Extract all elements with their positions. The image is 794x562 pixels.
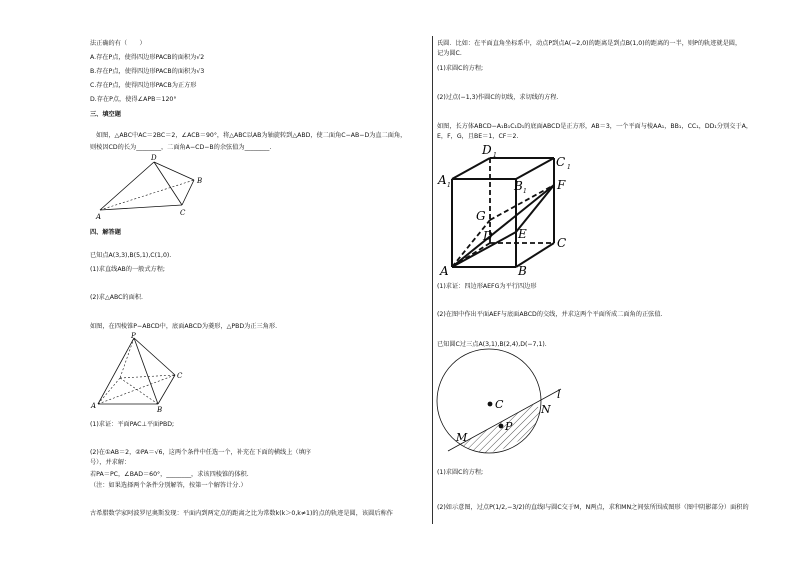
question-intro: 法正确的有（ ） <box>90 40 146 47</box>
figure-pyramid <box>90 332 190 414</box>
label-p: P <box>505 420 513 433</box>
label-a1-sub: 1 <box>447 182 451 189</box>
q5-part1: (1)求圆C的方程; <box>437 469 484 476</box>
q5-intro: 已知圆C过三点A(3,1),B(2,4),D(−7,1). <box>437 341 547 348</box>
q2-part2-line1: (2)在①AB＝2，②PA＝√6，这两个条件中任选一个，补充在下面的横线上（填序 <box>90 449 311 456</box>
label-c: C <box>495 398 504 411</box>
figure-triangle-abd <box>90 150 220 225</box>
q3-continued-line2: 记为圆C. <box>437 50 462 57</box>
column-divider <box>432 36 433 524</box>
label-p: P <box>131 332 136 340</box>
label-c: C <box>177 372 183 380</box>
q4-line1: 如图，长方体ABCD−A₁B₁C₁D₁的底面ABCD是正方形，AB＝3，一个平面与棱AA₁，BB₁，CC₁，DD₁分别交于A， <box>437 123 753 130</box>
label-d: D <box>151 154 157 162</box>
label-b: B <box>157 406 163 414</box>
label-b: B <box>518 264 527 278</box>
q3-continued-line1: 氏圆．比如：在平面直角坐标系中，动点P到点A(−2,0)的距离是到点B(1,0)的距离的一半，则P的轨迹就是圆， <box>437 40 742 47</box>
label-a: A <box>96 213 102 221</box>
q4-part1: (1)求证：四边形AEFG为平行四边形 <box>437 283 537 290</box>
label-c: C <box>557 236 567 250</box>
fill-question-line2: 则棱因CD的长为________，二面角A−CD−B的余弦值为________. <box>90 144 272 151</box>
label-e: E <box>518 227 527 241</box>
option-d: D.存在P点，使得∠APB＝120° <box>90 96 177 103</box>
q4-part2: (2)在图中作出平面AEF与底面ABCD的交线，并求这两个平面所成二面角的正弦值. <box>437 311 663 318</box>
label-l: l <box>557 388 561 401</box>
q2-part2-line3: 若PA＝PC，∠BAD＝60°，________，求该四棱锥的体积. <box>90 471 249 478</box>
label-a: A <box>440 264 449 278</box>
q2-note: （注：如果选择两个条件分别解答，按第一个解答计分.） <box>90 482 247 489</box>
label-b1-sub: 1 <box>523 188 527 195</box>
section-solve-heading: 四、解答题 <box>90 229 121 236</box>
label-b1: B <box>514 179 523 193</box>
figure-cuboid <box>436 140 576 278</box>
section-fill-in-heading: 三、填空题 <box>90 111 121 118</box>
q1-part1: (1)求直线AB的一般式方程; <box>90 266 166 273</box>
label-d: D <box>483 229 493 243</box>
q1-part2: (2)求△ABC的面积. <box>90 294 143 301</box>
label-f: F <box>557 178 566 192</box>
label-m: M <box>456 431 468 444</box>
option-b: B.存在P点，使得四边形PACB的面积为√3 <box>90 68 205 75</box>
label-c: C <box>180 209 186 217</box>
label-a1: A <box>438 173 447 187</box>
q2-part2-line2: 号），并求解： <box>90 459 131 466</box>
label-n: N <box>541 403 551 416</box>
fill-question-line1: 如图，△ABC中AC＝2BC＝2，∠ACB＝90°，将△ABC以AB为轴旋转到△ABD，使二面角C−AB−D为直二面角， <box>96 132 407 139</box>
q2-part1: (1)求证：平面PAC⊥平面PBD; <box>90 421 175 428</box>
q3-part1: (1)求圆C的方程; <box>437 65 484 72</box>
label-d1: D <box>482 143 492 157</box>
label-a: A <box>91 402 97 410</box>
figure-circle <box>436 346 576 466</box>
option-c: C.存在P点，使得四边形PACB为正方形 <box>90 82 197 89</box>
q2-intro: 如图，在四棱锥P−ABCD中，底面ABCD为菱形，△PBD为正三角形. <box>90 323 278 330</box>
q1-intro: 已知点A(3,3),B(5,1),C(1,0). <box>90 252 172 259</box>
option-a: A.存在P点，使得四边形PACB的面积为√2 <box>90 54 205 61</box>
q3-intro: 古希腊数学家阿波罗尼奥斯发现：平面内到两定点的距离之比为常数k(k＞0,k≠1)的点的轨迹是圆，该圆后称作 <box>90 510 393 517</box>
label-g: G <box>476 209 486 223</box>
label-c1-sub: 1 <box>567 164 571 171</box>
q4-line2: E，F，G，且BE＝1，CF＝2. <box>437 133 519 140</box>
label-d1-sub: 1 <box>493 152 497 159</box>
q5-part2: (2)如示意图，过点P(1/2,−3/2)的直线l与圆C交于M，N两点，求和MN之间弦所围成图形（图中阴影部分）面积的 <box>437 504 749 511</box>
label-c1: C <box>556 155 566 169</box>
label-b: B <box>197 177 203 185</box>
q3-part2: (2)过点(−1,3)作圆C的切线，求切线的方程. <box>437 94 559 101</box>
